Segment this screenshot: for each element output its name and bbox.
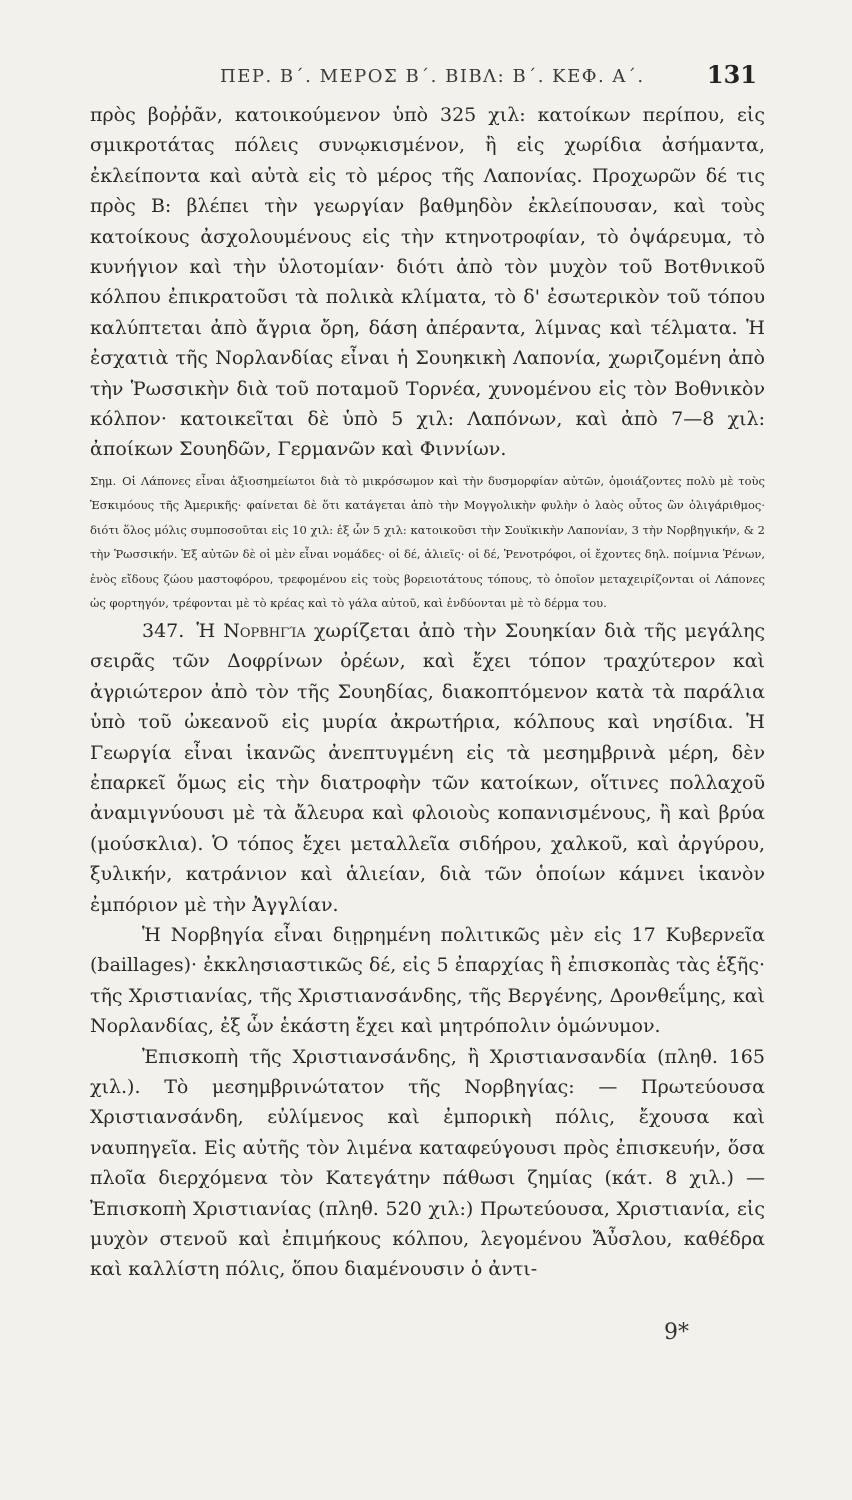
signature-mark: 9* [664,1320,689,1345]
paragraph-dioceses: Ἐπισκοπὴ τῆς Χριστιανσάνδης, ἢ Χριστιανσανδία (πληθ. 165 χιλ.). Τὸ μεσημβρινώτατον τῆς Νορβηγίας: — Πρωτεύουσα Χριστιανσάνδη, εὐλίμενος καὶ ἐμπορικὴ πόλις, ἔχουσα καὶ ναυπηγεῖα. Εἰς αὐτῆς τὸν λιμένα καταφεύγουσι πρὸς ἐπισκευήν, ὅσα πλοῖα διερχόμενα τὸν Κατεγάτην πάθωσι ζημίας (κάτ. 8 χιλ.) — Ἐπισκοπὴ Χριστιανίας (πληθ. 520 χιλ:) Πρωτεύουσα, Χριστιανία, εἰς μυχὸν στενοῦ καὶ ἐπιμήκους κόλπου, λεγομένου Ἄὖσλου, καθέδρα καὶ καλλίστη πόλις, ὅπου διαμένουσιν ὁ ἀντι- [90,1045,765,1281]
section-heading: Ἡ Νορβηγία [196,619,306,642]
footnote-label: Σημ. [90,473,117,488]
footnote-text: Οἱ Λάπονες εἶναι ἀξιοσημείωτοι διὰ τὸ μικρόσωμον καὶ τὴν δυσμορφίαν αὐτῶν, ὁμοιάζοντες πολὺ μὲ τοὺς Ἐσκιμόους τῆς Ἀμερικῆς· φαίνεται δὲ ὅτι κατάγεται ἀπὸ τὴν Μογγολικὴν φυλὴν ὁ λαὸς οὗτος ὢν ὀλιγάριθμος· διότι ὅλος μόλις συμποσοῦται εἰς 10 χιλ: ἐξ ὧν 5 χιλ: κατοικοῦσι τὴν Σουϊκικὴν Λαπονίαν, 3 τὴν Νορβηγικήν, & 2 τὴν Ῥωσσικήν. Ἐξ αὐτῶν δὲ οἱ μὲν εἶναι νομάδες· οἱ δέ, ἁλιεῖς· οἱ δέ, Ῥενοτρόφοι, οἱ ἔχοντες δηλ. ποίμνια Ῥένων, ἑνὸς εἴδους ζώου μαστοφόρου, τρεφομένου εἰς τοὺς βορειοτάτους τόπους, τὸ ὁποῖον μεταχειρίζονται οἱ Λάπονες ὡς φορτηγόν, τρέφονται μὲ τὸ κρέας καὶ τὸ γάλα αὐτοῦ, καὶ ἐνδύονται μὲ τὸ δέρμα του. [90,473,765,611]
page-body [90,100,765,1285]
running-head: ΠΕΡ. Β΄. ΜΕΡΟΣ Β΄. ΒΙΒΛ: Β΄. ΚΕΦ. Α΄. [220,66,645,87]
section-text: χωρίζεται ἀπὸ τὴν Σουηκίαν διὰ τῆς μεγάλης σειρᾶς τῶν Δοφρίνων ὀρέων, καὶ ἔχει τόπον τραχύτερον καὶ ἀγριώτερον ἀπὸ τὸν τῆς Σουηδίας, διακοπτόμενον κατὰ τὰ παράλια ὑπὸ τοῦ ὠκεανοῦ εἰς μυρία ἀκρωτήρια, κόλπους καὶ νησίδια. Ἡ Γεωργία εἶναι ἱκανῶς ἀνεπτυγμένη εἰς τὰ μεσημβρινὰ μέρη, δὲν ἐπαρκεῖ ὅμως εἰς τὴν διατροφὴν τῶν κατοίκων, οἵτινες πολλαχοῦ ἀναμιγνύουσι μὲ τὰ ἄλευρα καὶ φλοιοὺς κοπανισμένους, ἢ καὶ βρύα (μούσκλια). Ὁ τόπος ἔχει μεταλλεῖα σιδήρου, χαλκοῦ, καὶ ἀργύρου, ξυλικήν, κατράνιον καὶ ἁλιείαν, διὰ τῶν ὁποίων κάμνει ἱκανὸν ἐμπόριον μὲ τὴν Ἀγγλίαν. [90,619,765,916]
paragraph-divisions: Ἡ Νορβηγία εἶναι διῃρημένη πολιτικῶς μὲν εἰς 17 Κυβερνεῖα (baillages)· ἐκκλησιαστικῶς δέ, εἰς 5 ἐπαρχίας ἢ ἐπισκοπὰς τὰς ἑξῆς· τῆς Χριστιανίας, τῆς Χριστιανσάνδης, τῆς Βεργένης, Δρονθεΐμης, καὶ Νορλανδίας, ἐξ ὧν ἑκάστη ἔχει καὶ μητρόπολιν ὁμώνυμον. [90,923,765,1038]
paragraph-lapland: πρὸς βοῤῥᾶν, κατοικούμενον ὑπὸ 325 χιλ: κατοίκων περίπου, εἰς σμικροτάτας πόλεις συνῳκισμένον, ἢ εἰς χωρίδια ἀσήμαντα, ἐκλείποντα καὶ αὐτὰ εἰς τὸ μέρος τῆς Λαπονίας. Προχωρῶν δέ τις πρὸς Β: βλέπει τὴν γεωργίαν βαθμηδὸν ἐκλείπουσαν, καὶ τοὺς κατοίκους ἀσχολουμένους εἰς τὴν κτηνοτροφίαν, τὸ ὀψάρευμα, τὸ κυνήγιον καὶ τὴν ὑλοτομίαν· διότι ἀπὸ τὸν μυχὸν τοῦ Βοτθνικοῦ κόλπου ἐπικρατοῦσι τὰ πολικὰ κλίματα, τὸ δ' ἐσωτερικὸν τοῦ τόπου καλύπτεται ἀπὸ ἄγρια ὄρη, δάση ἀπέραντα, λίμνας καὶ τέλματα. Ἡ ἐσχατιὰ τῆς Νορλανδίας εἶναι ἡ Σουηκικὴ Λαπονία, χωριζομένη ἀπὸ τὴν Ῥωσσικὴν διὰ τοῦ ποταμοῦ Τορνέα, χυνομένου εἰς τὸν Βοθνικὸν κόλπον· κατοικεῖται δὲ ὑπὸ 5 χιλ: Λαπόνων, καὶ ἀπὸ 7—8 χιλ: ἀποίκων Σουηδῶν, Γερμανῶν καὶ Φιννίων. [90,104,765,461]
page-number: 131 [706,60,757,89]
paragraph-norway-section [90,616,765,920]
footnote [90,469,765,616]
page-header [90,60,765,100]
section-number: 347. [142,619,185,642]
